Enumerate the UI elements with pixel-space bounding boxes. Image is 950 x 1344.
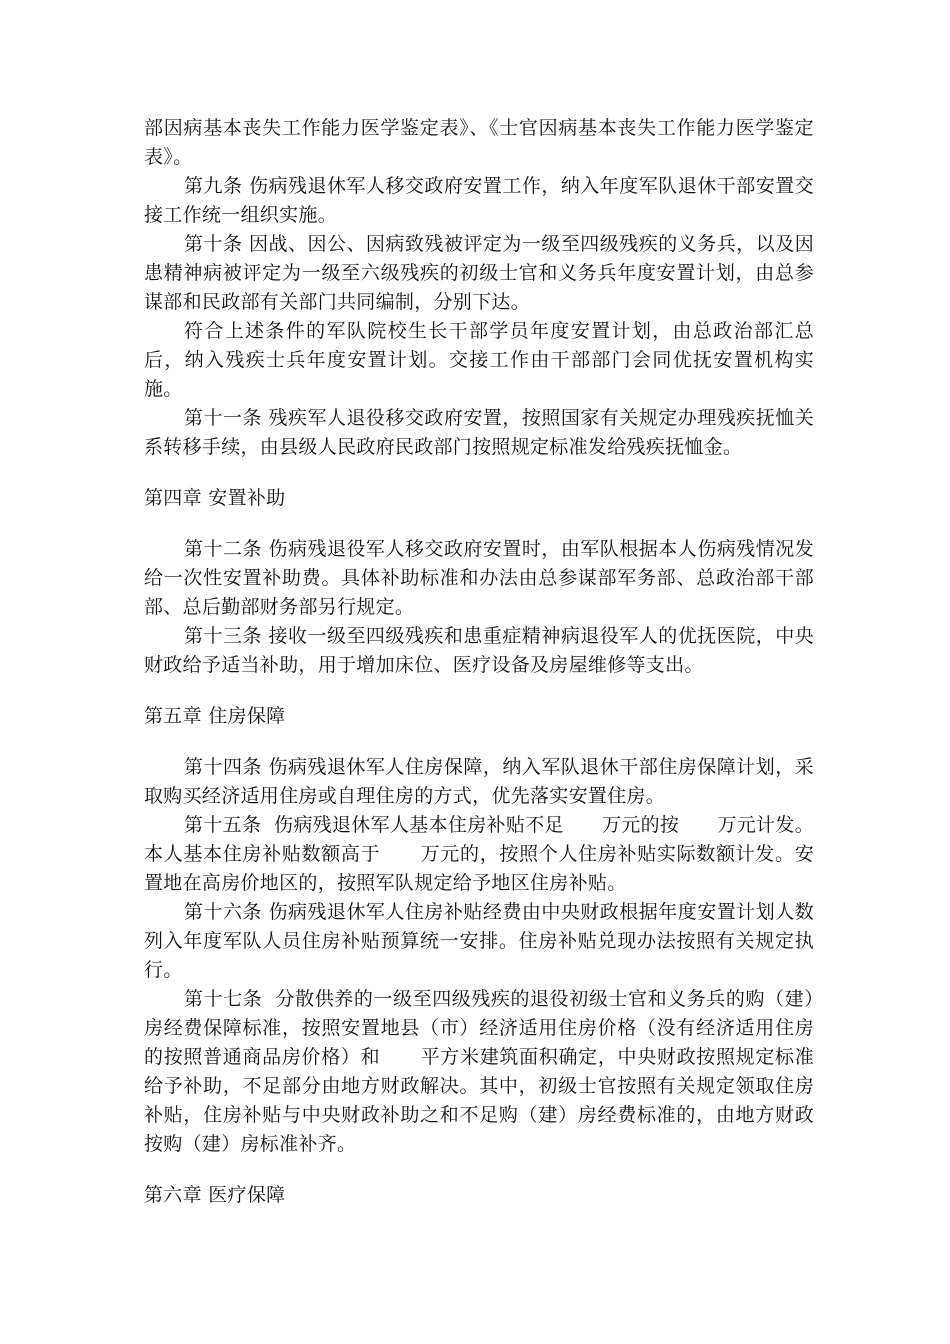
paragraph-continuation: 部因病基本丧失工作能力医学鉴定表》、《士官因病基本丧失工作能力医学鉴定表》。 (144, 117, 814, 168)
article-15: 第十五条 伤病残退休军人基本住房补贴不足 万元的按 万元计发。本人基本住房补贴数额高于 万元的，按照个人住房补贴实际数额计发。安置地在高房价地区的，按照军队规定给予地区住房补贴。 (144, 814, 814, 894)
article-10-supplement: 符合上述条件的军队院校生长干部学员年度安置计划，由总政治部汇总后，纳入残疾士兵年度安置计划。交接工作由干部部门会同优抚安置机构实施。 (144, 320, 814, 400)
article-16: 第十六条 伤病残退休军人住房补贴经费由中央财政根据年度安置计划人数列入年度军队人员住房补贴预算统一安排。住房补贴兑现办法按照有关规定执行。 (144, 901, 814, 981)
chapter-4-heading: 第四章 安置补助 (144, 487, 286, 509)
article-13: 第十三条 接收一级至四级残疾和患重症精神病退役军人的优抚医院，中央财政给予适当补助，用于增加床位、医疗设备及房屋维修等支出。 (144, 625, 814, 676)
article-17: 第十七条 分散供养的一级至四级残疾的退役初级士官和义务兵的购（建）房经费保障标准，按照安置地县（市）经济适用住房价格（没有经济适用住房的按照普通商品房价格）和 平方米建筑面积确定，中央财政按照规定标准给予补助，不足部分由地方财政解决。其中，初级士官按照有关规定领取住房补贴，住房补贴与中央财政补助之和不足购（建）房经费标准的，由地方财政按购（建）房标准补齐。 (144, 988, 814, 1155)
article-11: 第十一条 残疾军人退役移交政府安置，按照国家有关规定办理残疾抚恤关系转移手续，由县级人民政府民政部门按照规定标准发给残疾抚恤金。 (144, 407, 814, 458)
article-14: 第十四条 伤病残退休军人住房保障，纳入军队退休干部住房保障计划，采取购买经济适用住房或自理住房的方式，优先落实安置住房。 (144, 756, 814, 807)
article-12: 第十二条 伤病残退役军人移交政府安置时，由军队根据本人伤病残情况发给一次性安置补助费。具体补助标准和办法由总参谋部军务部、总政治部干部部、总后勤部财务部另行规定。 (144, 538, 814, 618)
article-10: 第十条 因战、因公、因病致残被评定为一级至四级残疾的义务兵，以及因患精神病被评定为一级至六级残疾的初级士官和义务兵年度安置计划，由总参谋部和民政部有关部门共同编制，分别下达。 (144, 233, 814, 313)
document-page (144, 114, 814, 1210)
chapter-5-heading: 第五章 住房保障 (144, 705, 286, 727)
chapter-6-heading: 第六章 医疗保障 (144, 1184, 286, 1206)
article-9: 第九条 伤病残退休军人移交政府安置工作，纳入年度军队退休干部安置交接工作统一组织实施。 (144, 175, 814, 226)
